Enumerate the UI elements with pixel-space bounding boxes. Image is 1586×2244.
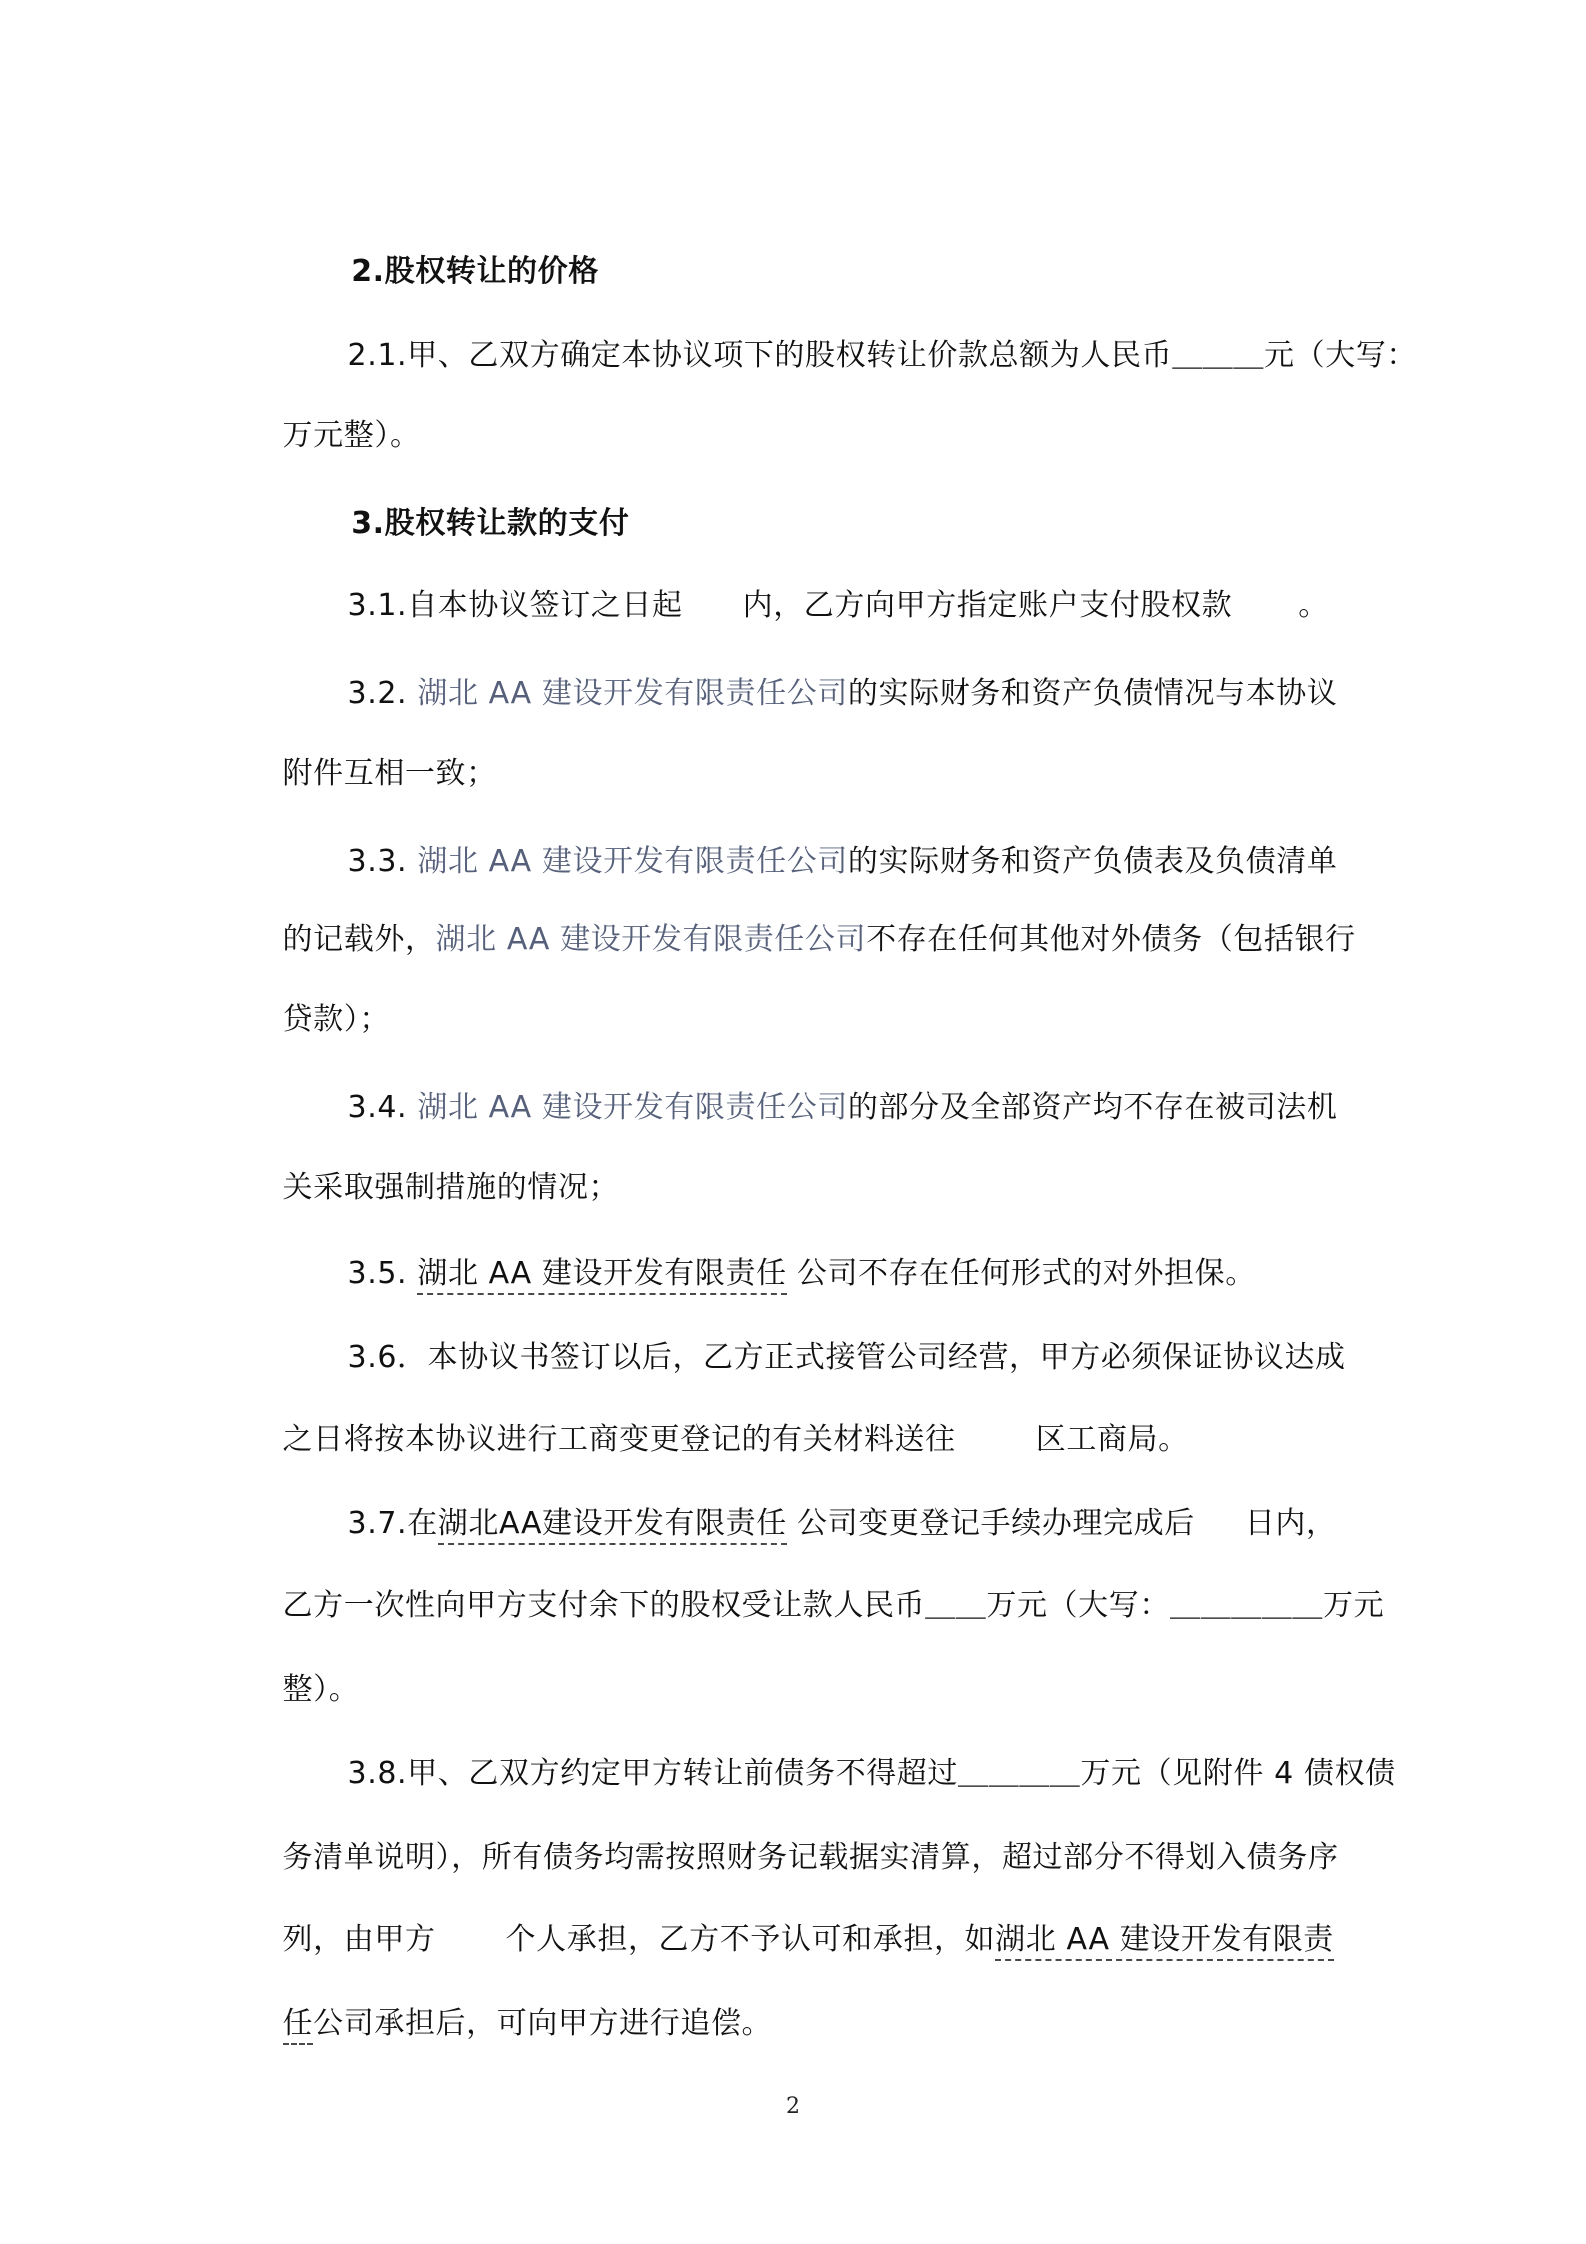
clause-text: 内，乙方向甲方指定账户支付股权款 <box>742 588 1233 623</box>
clause-text: 的部分及全部资产均不存在被司法机 <box>847 1090 1338 1125</box>
blank-field: ＿＿＿ <box>1172 338 1265 373</box>
company-name: 湖北 AA 建设开发有限责任公司 <box>435 922 867 957</box>
clause-text: 3.6．本协议书签订以后，乙方正式接管公司经营，甲方必须保证协议达成 <box>347 1340 1346 1375</box>
clause-text: 乙方一次性向甲方支付余下的股权受让款人民币 <box>282 1588 926 1623</box>
heading-text: 3.股权转让款的支付 <box>351 506 630 541</box>
heading-text: 2.股权转让的价格 <box>351 254 599 289</box>
clause-3-3-cont <box>242 880 1356 1000</box>
clause-3-8-cont3 <box>242 1964 772 2084</box>
blank-field: ＿＿＿＿ <box>958 1756 1081 1791</box>
clause-2-1 <box>307 296 1417 416</box>
clause-number: 3.5. <box>347 1256 418 1291</box>
clause-text: 个人承担，乙方不予认可和承担，如 <box>505 1922 996 1957</box>
clause-text: 万元整）。 <box>282 418 421 453</box>
clause-text: 日内， <box>1244 1506 1337 1541</box>
blank-field: ＿＿＿＿＿ <box>1169 1588 1323 1623</box>
clause-text: 万元（见附件 4 债权债 <box>1080 1756 1396 1791</box>
clause-text: 附件互相一致； <box>282 756 497 791</box>
clause-number: 3.2. <box>347 676 418 711</box>
clause-text: 的实际财务和资产负债表及负债清单 <box>847 844 1338 879</box>
company-name: 湖北 AA 建设开发有限责任公司 <box>417 844 848 879</box>
clause-text: 3.7.在 <box>347 1506 438 1541</box>
clause-text: 的记载外， <box>282 922 436 957</box>
company-name-underlined: 任 <box>283 2006 314 2045</box>
clause-text: 元（大写： <box>1264 338 1418 373</box>
clause-text: 关采取强制措施的情况； <box>282 1170 620 1205</box>
clause-text: 。 <box>1298 588 1329 623</box>
company-name-underlined: 湖北 AA 建设开发有限责任 <box>417 1256 786 1295</box>
clause-text: 贷款）； <box>282 1002 390 1037</box>
company-name: 湖北 AA 建设开发有限责任公司 <box>417 1090 848 1125</box>
clause-text: 务清单说明），所有债务均需按照财务记载据实清算，超过部分不得划入债务序 <box>282 1840 1339 1875</box>
company-name: 湖北 AA 建设开发有限责任公司 <box>417 676 848 711</box>
company-name-underlined: 湖北 AA 建设开发有限责 <box>995 1922 1334 1961</box>
clause-text: 万元（大写： <box>986 1588 1170 1623</box>
clause-text: 公司变更登记手续办理完成后 <box>786 1506 1195 1541</box>
clause-3-7-cont <box>242 1546 1384 1666</box>
clause-text: 公司不存在任何形式的对外担保。 <box>786 1256 1256 1291</box>
clause-text: 的实际财务和资产负债情况与本协议 <box>847 676 1338 711</box>
blank-field: ＿＿ <box>925 1588 987 1623</box>
clause-text: 不存在任何其他对外债务（包括银行 <box>866 922 1356 957</box>
clause-text: 万元 <box>1322 1588 1385 1623</box>
clause-text: 之日将按本协议进行工商变更登记的有关材料送往 <box>282 1422 956 1457</box>
clause-text: 整）。 <box>282 1672 360 1707</box>
clause-text: 公司承担后，可向甲方进行追偿。 <box>313 2006 773 2041</box>
clause-number: 3.4. <box>347 1090 418 1125</box>
page-number: 2 <box>786 2094 800 2119</box>
clause-text: 区工商局。 <box>1035 1422 1189 1457</box>
company-name-underlined: 湖北AA建设开发有限责任 <box>438 1506 787 1545</box>
clause-number: 3.3. <box>347 844 418 879</box>
clause-text: 2.1.甲、乙双方确定本协议项下的股权转让价款总额为人民币 <box>347 338 1173 373</box>
clause-text: 3.8.甲、乙双方约定甲方转让前债务不得超过 <box>347 1756 958 1791</box>
clause-text: 3.1.自本协议签订之日起 <box>347 588 683 623</box>
clause-text: 列，由甲方 <box>282 1922 436 1957</box>
